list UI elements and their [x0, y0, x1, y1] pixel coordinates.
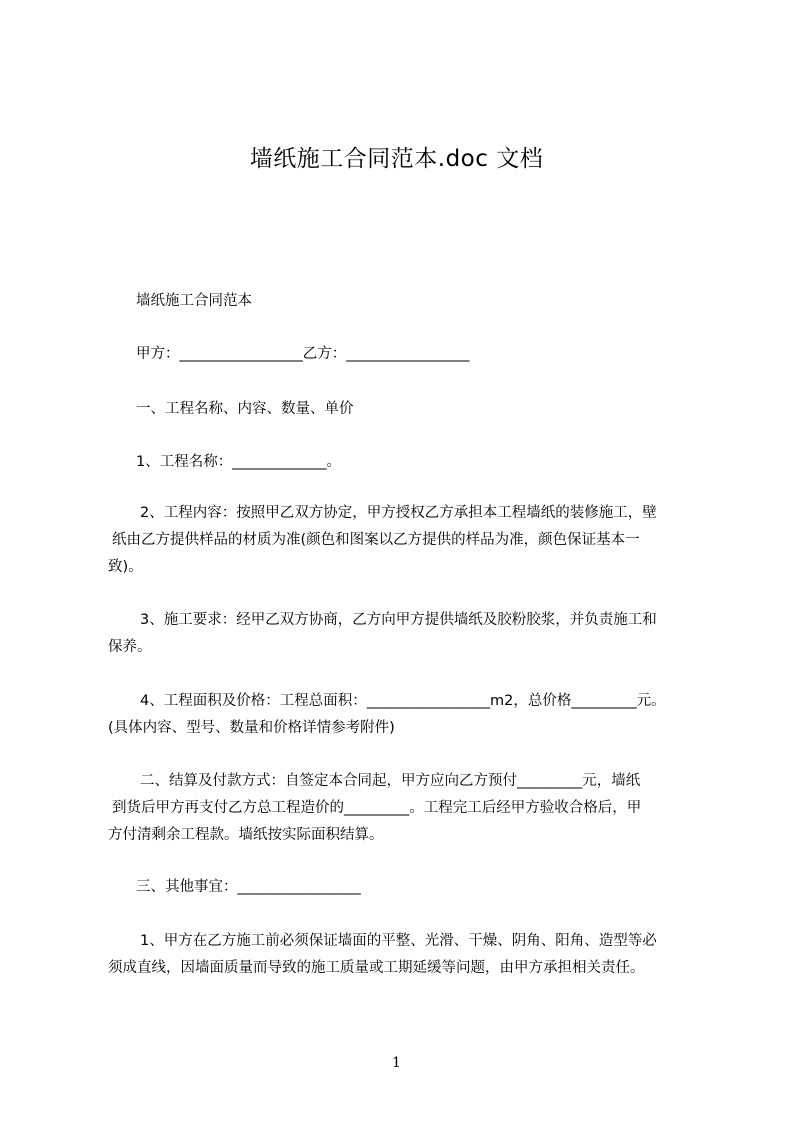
- paragraph-line: 二、结算及付款方式：自签定本合同起，甲方应向乙方预付_________元，墙纸: [140, 773, 641, 789]
- page-number: 1: [392, 1055, 401, 1071]
- section-1-heading: [108, 396, 718, 423]
- paragraph-line: 1、甲方在乙方施工前必须保证墙面的平整、光滑、干燥、阴角、阳角、造型等必: [140, 933, 657, 949]
- clause-1-2: [108, 500, 718, 581]
- clause-1-4: [108, 688, 718, 742]
- paragraph-line: 3、施工要求：经甲乙双方协商，乙方向甲方提供墙纸及胶粉胶浆，并负责施工和: [140, 612, 657, 628]
- paragraph-line: 甲方：_________________乙方：_________________: [136, 346, 470, 362]
- clause-1-3: [108, 607, 718, 661]
- document-title: 墙纸施工合同范本.doc 文档: [249, 146, 544, 172]
- paragraph-line: 一、工程名称、内容、数量、单价: [136, 401, 354, 417]
- paragraph-line: 须成直线，因墙面质量而导致的施工质量或工期延缓等问题，由甲方承担相关责任。: [108, 960, 645, 976]
- section-3-heading: [108, 874, 718, 901]
- parties-line: [108, 341, 718, 368]
- contract-heading: [108, 288, 718, 315]
- paragraph-line: 方付清剩余工程款。墙纸按实际面积结算。: [108, 827, 384, 843]
- paragraph-line: 保养。: [108, 639, 152, 655]
- section-2-payment: [108, 768, 718, 849]
- paragraph-line: 1、工程名称：_____________。: [136, 454, 341, 470]
- paragraph-line: (具体内容、型号、数量和价格详情参考附件): [108, 720, 395, 736]
- clause-1-1: [108, 449, 718, 476]
- paragraph-line: 致)。: [108, 559, 143, 575]
- paragraph-line: 到货后甲方再支付乙方总工程造价的_________。工程完工后经甲方验收合格后，甲: [112, 800, 642, 816]
- clause-3-1: [108, 928, 718, 982]
- paragraph-line: 2、工程内容：按照甲乙双方协定，甲方授权乙方承担本工程墙纸的装修施工，壁: [140, 505, 657, 521]
- paragraph-line: 墙纸施工合同范本: [136, 293, 252, 309]
- paragraph-line: 4、工程面积及价格：工程总面积：_________________m2，总价格_________元。: [140, 693, 666, 709]
- paragraph-line: 三、其他事宜：_________________: [136, 879, 361, 895]
- paragraph-line: 纸由乙方提供样品的材质为准(颜色和图案以乙方提供的样品为准，颜色保证基本一: [112, 532, 640, 548]
